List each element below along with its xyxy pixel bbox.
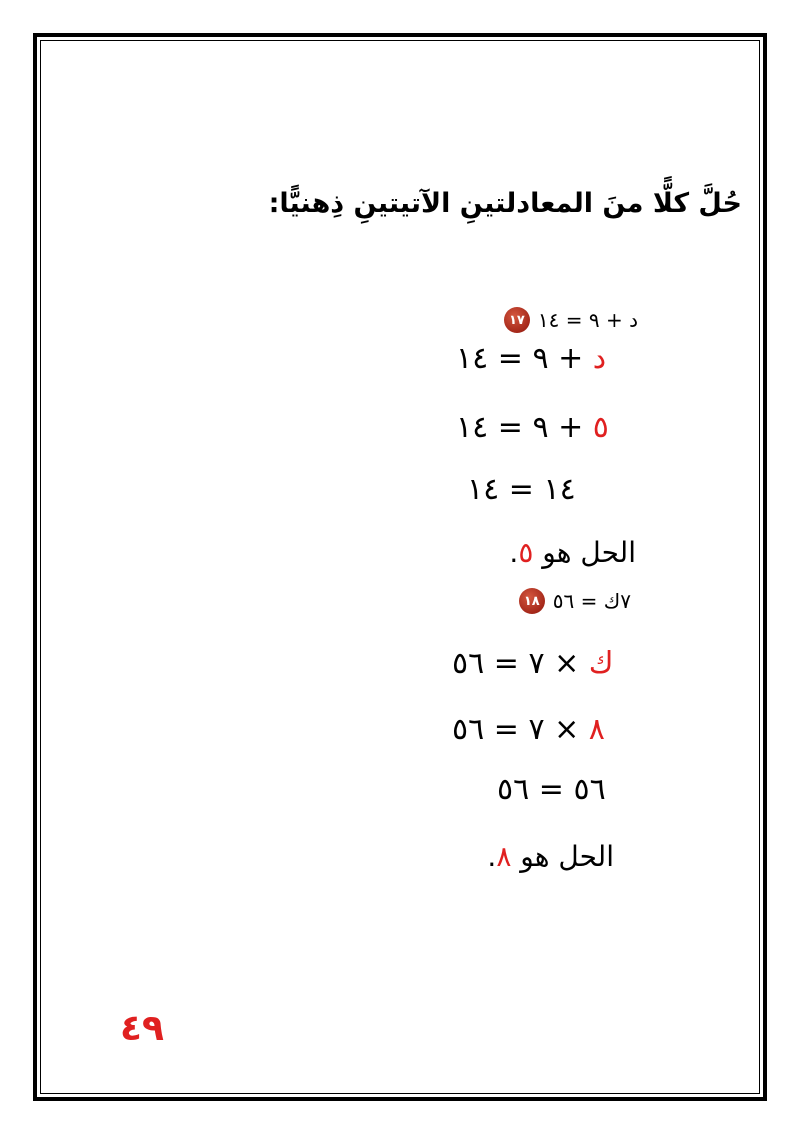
problem-17-header — [504, 307, 638, 333]
problem-number-badge: ١٧ — [504, 307, 530, 333]
step-variable: ٥ — [592, 410, 609, 445]
instruction-heading: حُلَّ كلًّا منَ المعادلتينِ الآتيتينِ ذِهنيًّا: — [268, 188, 742, 219]
answer-value: ٨ — [496, 840, 512, 873]
solution-step — [456, 341, 606, 376]
step-expression: × ٧ = ٥٦ — [452, 712, 589, 747]
step-variable: د — [592, 341, 607, 376]
solution-step — [452, 646, 614, 681]
step-expression: ٥٦ = ٥٦ — [497, 772, 606, 807]
step-expression: + ٩ = ١٤ — [456, 341, 593, 376]
answer-value: ٥ — [518, 536, 534, 569]
answer-suffix: . — [509, 536, 519, 569]
solution-step — [452, 712, 605, 747]
answer-prefix: الحل هو — [511, 840, 614, 873]
solution-answer — [509, 536, 636, 569]
step-variable: ك — [588, 646, 614, 681]
problem-equation: ٧ك = ٥٦ — [552, 589, 631, 613]
solution-step — [456, 410, 609, 445]
step-expression: × ٧ = ٥٦ — [452, 646, 589, 681]
step-expression: ١٤ = ١٤ — [467, 472, 576, 507]
problem-number-badge: ١٨ — [519, 588, 545, 614]
answer-suffix: . — [487, 840, 497, 873]
problem-18-header — [519, 588, 631, 614]
solution-step — [467, 472, 576, 507]
step-variable: ٨ — [588, 712, 605, 747]
solution-answer — [487, 840, 614, 873]
answer-prefix: الحل هو — [533, 536, 636, 569]
page-number: ٤٩ — [120, 1008, 164, 1049]
step-expression: + ٩ = ١٤ — [456, 410, 593, 445]
problem-equation: د + ٩ = ١٤ — [537, 308, 638, 332]
solution-step — [497, 772, 606, 807]
